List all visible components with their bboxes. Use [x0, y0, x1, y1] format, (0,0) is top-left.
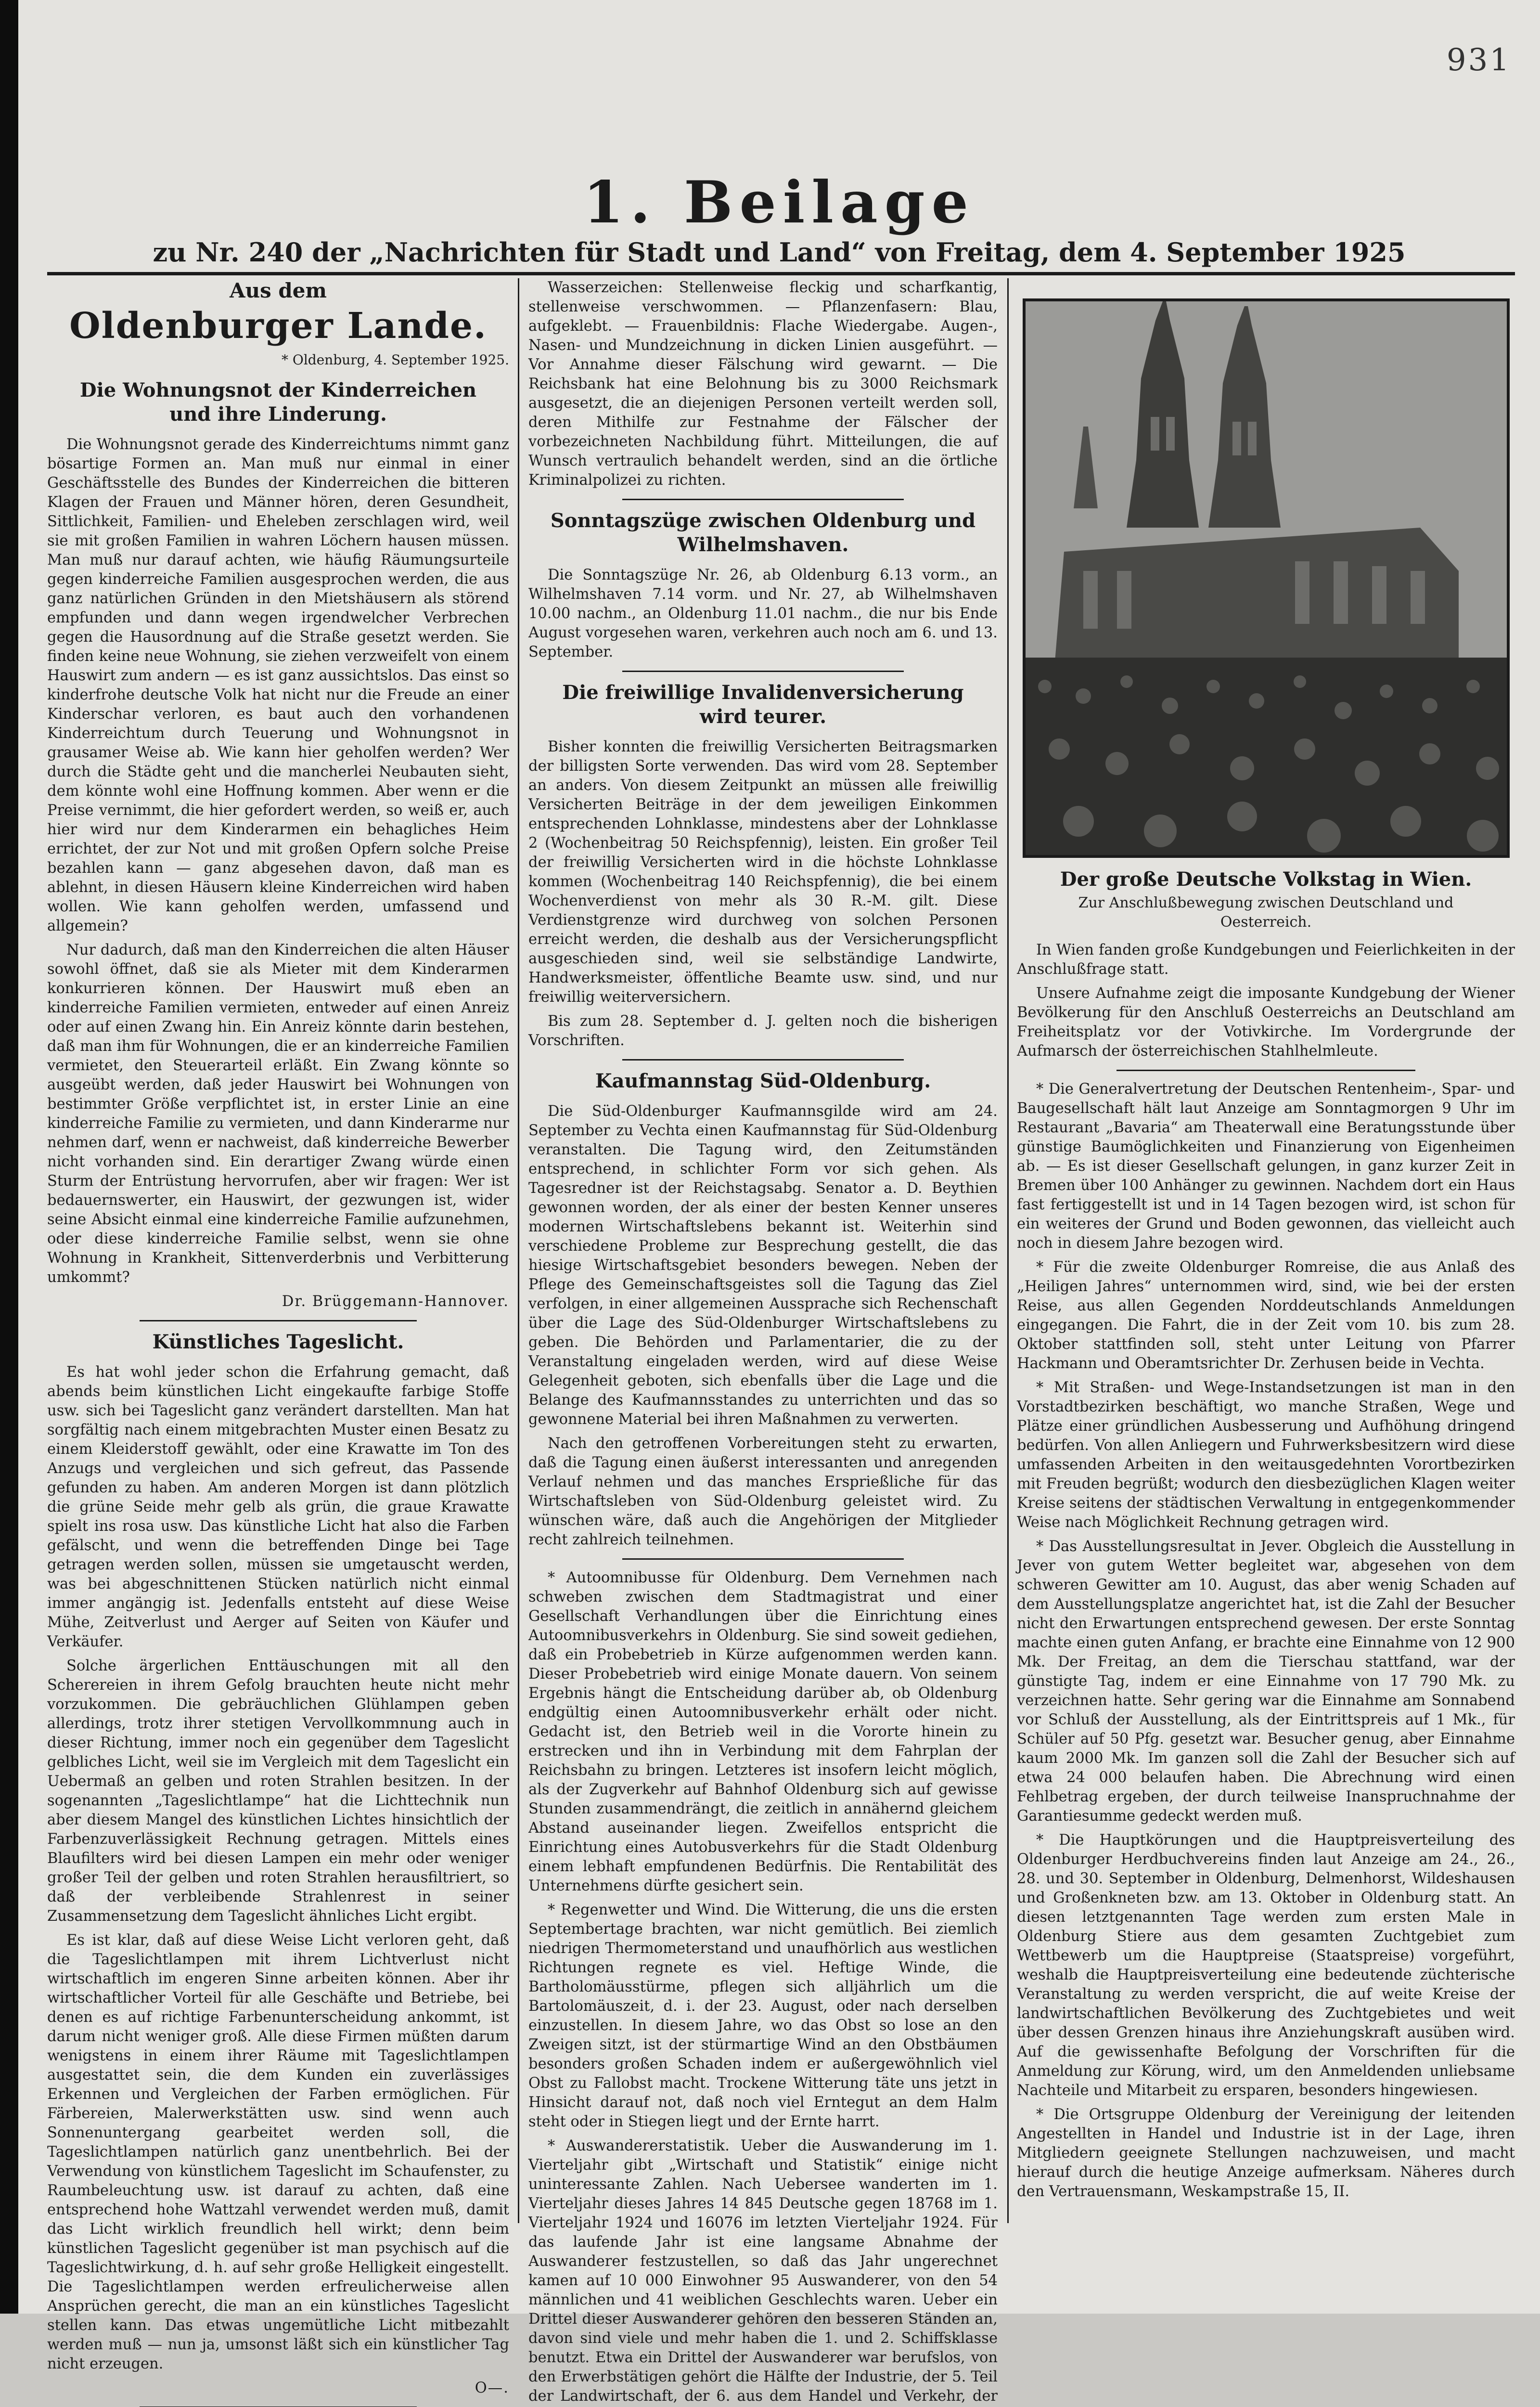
- article-paragraph: Die Süd-Oldenburger Kaufmannsgilde wird am 24. September zu Vechta einen Kaufmannstag für Süd-Oldenburg veranstalten. Die Tagung wird, den Zeitumständen entsprechend, in schlichter Form vor sich gehen. Als Tagesredner ist der Reichstagsabg. Senator a. D. Beythien gewonnen worden, der als einer der besten Kenner unseres modernen Wirtschaftslebens bekannt ist. Weiterhin sind verschiedene Probleme zur Besprechung gestellt, die das hiesige Wirtschaftsgebiet besonders bewegen. Neben der Pflege des Gemeinschaftsgeistes soll die Tagung das Ziel verfolgen, in einer allgemeinen Aussprache sich Rechenschaft über die Lage des Süd-Oldenburger Wirtschaftslebens zu geben. Die Behörden und Parlamentarier, die zu der Veranstaltung eingeladen werden, wird auf diese Weise Gelegenheit geboten, sich ebenfalls über die Lage und die Belange des Kaufmannsstandes zu unterrichten und das so gewonnene Material bei ihren Maßnahmen zu verwerten.: [528, 1103, 998, 1428]
- article-heading-tageslicht: Künstliches Tageslicht.: [152, 1331, 404, 1353]
- article-heading-invaliden: [528, 681, 998, 729]
- notice-ausstellung: * Das Ausstellungsresultat in Jever. Obgleich die Ausstellung in Jever von gutem Wetter begleitet war, abgesehen von dem schweren Gewitter am 10. August, das aber wenig Schaden auf dem Ausstellungsplatze angerichtet hat, ist die Zahl der Besucher nicht den Erwartungen entsprechend gewesen. Der erste Sonntag machte einen guten Anfang, er brachte eine Einnahme von 12 900 Mk. Der Freitag, an dem die Tierschau stattfand, war der günstigte Tag, indem er eine Einnahme von 17 790 Mk. zu verzeichnen hatte. Sehr gering war die Einnahme am Sonnabend vor Schluß der Ausstellung, als der Eintrittspreis auf 1 Mk., für Schüler auf 50 Pfg. gesetzt war. Besucher genug, aber Einnahme kaum 2000 Mk. Im ganzen soll die Zahl der Besucher sich auf etwa 24 000 belaufen haben. Die Abrechnung wird einen Fehlbetrag ergeben, der durch teilweise Inanspruchnahme der Garantiesumme gedeckt werden muß.: [1017, 1538, 1515, 1825]
- heading-line: Sonntagszüge zwischen Oldenburg und: [550, 509, 976, 532]
- divider: [140, 1320, 417, 1321]
- section-kicker: Aus dem: [230, 279, 327, 302]
- column-rule-2: [1007, 278, 1009, 2223]
- article-paragraph: Bisher konnten die freiwillig Versicherten Beitragsmarken der billigsten Sorte verwenden. Das wird vom 28. September an anders. Von diesem Zeitpunkt an müssen alle freiwillig Versicherten Beiträge in der dem jeweiligen Einkommen entsprechenden Lohnklasse, mindestens aber der Lohnklasse 2 (Wochenbeitrag 50 Reichspfennig), leisten. Ein großer Teil der freiwillig Versicherten wird in die höchste Lohnklasse kommen (Wochenbeitrag 140 Reichspfennig), die bei einem Wochenverdienst von mehr als 30 R.-M. gilt. Diese Verdienstgrenze wird durchweg von solchen Personen erreicht werden, die deshalb aus der Versicherungspflicht ausgeschieden sind, weil sie selbständige Landwirte, Handwerksmeister, öffentliche Beamte usw. sind, und nur freiwillig weiterversichern.: [528, 738, 998, 1006]
- divider: [622, 1558, 904, 1560]
- article-paragraph: In Wien fanden große Kundgebungen und Feierlichkeiten in der Anschlußfrage statt.: [1017, 942, 1515, 978]
- notice-strassen: * Mit Straßen- und Wege-Instandsetzungen ist man in den Vorstadtbezirken beschäftigt, wo manche Straßen, Wege und Plätze einer gründlichen Ausbesserung und Aufhöhung dringend bedürfen. Von allen Anliegern und Fuhrwerksbesitzern wird diese umfassenden Arbeiten in den weitausgedehnten Vorortbezirken mit Freuden begrüßt; wodurch den diesbezüglichen Klagen weiter Kreise seitens der städtischen Verwaltung in entgegenkommender Weise nach Möglichkeit Rechnung getragen wird.: [1017, 1379, 1515, 1531]
- divider: [622, 671, 904, 672]
- divider: [622, 499, 904, 500]
- article-heading-wohnungsnot: [47, 378, 509, 427]
- volkstag-photo: [1023, 298, 1510, 858]
- article-heading-kaufmannstag: Kaufmannstag Süd-Oldenburg.: [595, 1070, 931, 1092]
- heading-line: Die Wohnungsnot der Kinderreichen: [79, 379, 477, 401]
- article-paragraph: Nach den getroffenen Vorbereitungen steht zu erwarten, daß die Tagung einen äußerst interessanten und anregenden Verlauf nehmen und das manches Ersprießliche für das Wirtschaftsleben von Süd-Oldenburg geleistet wird. Zu wünschen wäre, daß auch die Angehörigen der Mitglieder recht zahlreich teilnehmen.: [528, 1435, 998, 1548]
- article-heading-sonntagszuege: [528, 509, 998, 557]
- notice-generalvertretung: * Die Generalvertretung der Deutschen Rentenheim-, Spar- und Baugesellschaft hält laut Anzeige am Sonntagmorgen 9 Uhr im Restaurant „Bavaria“ am Theaterwall eine Beratungsstunde über günstige Baumöglichkeiten und Finanzierung von Eigenheimen ab. — Es ist dieser Gesellschaft gelungen, in ganz kurzer Zeit in Bremen über 100 Anhänger zu gewinnen. Nachdem dort ein Haus fast fertiggestellt ist und in 14 Tagen bezogen wird, ist schon für ein weiteres der Grund und Boden gewonnen, das vielleicht auch noch in diesem Jahre bezogen wird.: [1017, 1081, 1515, 1252]
- page-subtitle: zu Nr. 240 der „Nachrichten für Stadt und Land“ von Freitag, dem 4. September 1925: [153, 237, 1406, 268]
- column-left: [47, 278, 509, 2407]
- subcaption-line: Oesterreich.: [1220, 914, 1312, 931]
- article-paragraph: Bis zum 28. September d. J. gelten noch die bisherigen Vorschriften.: [528, 1013, 998, 1049]
- article-paragraph: Die Wohnungsnot gerade des Kinderreichtums nimmt ganz bösartige Formen an. Man muß nur einmal in einer Geschäftsstelle des Bundes der Kinderreichen die bitteren Klagen der Frauen und Männer hören, deren Gesundheit, Sittlichkeit, Familien- und Eheleben zerschlagen wird, weil sie mit großen Familien in wahren Löchern hausen müssen. Man muß nur darauf achten, wie häufig Räumungsurteile gegen kinderreiche Familien ausgesprochen werden, die aus ganz natürlichen Gründen in den Mietshäusern als störend empfunden und dann wegen irgendwelcher Verbrechen gegen die Hausordnung auf die Straße gesetzt werden. Sie finden keine neue Wohnung, sie ziehen verzweifelt von einem Hauswirt zum andern — es ist ganz aussichtslos. Das einst so kinderfrohe deutsche Volk hat nicht nur die Freude an einer Kinderschar verloren, es baut auch den vorhandenen Kinderreichtum durch Teuerung und Wohnungsnot in grausamer Weise ab. Wie kann hier geholfen werden? Wer durch die Städte geht und die mancherlei Neubauten sieht, dem könnte wohl eine Hoffnung kommen. Aber wenn er die Preise vernimmt, die hier gefordert werden, so weiß er, auch hier wird nur dem Kinderarmen ein behagliches Heim errichtet, der zur Not und mit großen Opfern solche Preise bezahlen kann — ganz abgesehen davon, daß man es ablehnt, in diesen Häusern kleine Kinderreichen wird haben wollen. Wie kann geholfen werden, umfassend und allgemein?: [47, 436, 509, 934]
- article-paragraph: Es hat wohl jeder schon die Erfahrung gemacht, daß abends beim künstlichen Licht eingekaufte farbige Stoffe usw. sich bei Tageslicht ganz verändert darstellten. Man hat sorgfältig nach einem mitgebrachten Muster einen Besatz zu einem Kleiderstoff gewählt, oder eine Krawatte im Ton des Anzugs und vergleichen und sich gefreut, das Passende gefunden zu haben. Am anderen Morgen ist dann plötzlich die grüne Seide mehr gelb als grün, die graue Krawatte spielt ins rosa usw. Das künstliche Licht hat also die Farben gefälscht, und wenn die betreffenden Dinge bei Tage getragen werden sollen, müssen sie umgetauscht werden, was bei abgeschnittenen Stücken natürlich nicht einmal immer angängig ist. Jedenfalls entsteht auf diese Weise Mühe, Zeitverlust und Aerger auf Seiten von Käufer und Verkäufer.: [47, 1364, 509, 1650]
- heading-line: Wilhelmshaven.: [677, 533, 849, 556]
- column-rule-1: [518, 278, 519, 2223]
- notice-hauptkoerungen: * Die Hauptkörungen und die Hauptpreisverteilung des Oldenburger Herdbuchvereins finden laut Anzeige am 24., 26., 28. und 30. September in Oldenburg, Delmenhorst, Wildeshausen und Großenkneten bzw. am 13. Oktober in Oldenburg statt. An diesen letztgenannten Tage werden zum ersten Male in Oldenburg Stiere aus dem gesamten Zuchtgebiet zum Wettbewerb um die Hauptpreise (Staatspreise) vorgeführt, weshalb die Hauptpreisverteilung eine bedeutende züchterische Veranstaltung zu werden verspricht, die auf weite Kreise der landwirtschaftlichen Bevölkerung des Zuchtgebietes und weit über dessen Grenzen hinaus ihre Anziehungskraft ausüben wird. Auf die gewissenhafte Befolgung der Vorschriften für die Anmeldung zur Körung, wird, um den Anmeldenden unliebsame Nachteile und Mitarbeit zu ersparen, besonders hingewiesen.: [1017, 1832, 1515, 2099]
- column-middle: [528, 278, 998, 2407]
- article-paragraph: Nur dadurch, daß man den Kinderreichen die alten Häuser sowohl öffnet, daß sie als Mieter mit dem Kinderarmen konkurrieren können. Der Hauswirt muß eben an kinderreiche Familien vermieten, entweder auf einen Anreiz oder auf einen Zwang hin. Ein Anreiz könnte darin bestehen, daß man ihm für Wohnungen, die er an kinderreiche Familien vermietet, den Steuerarteil erläßt. Ein Zwang könnte so ausgeübt werden, daß jeder Hauswirt bei Wohnungen von bestimmter Größe verpflichtet ist, in erster Linie an eine kinderreiche Familie zu vermieten, und dann Kinderarme nur nehmen darf, wenn er nachweist, daß kinderreiche Bewerber nicht vorhanden sind. Ein derartiger Zwang würde einen Sturm der Entrüstung hervorrufen, aber wir fragen: Wer ist bedauernswerter, ein Hauswirt, der gezwungen ist, wider seine Absicht einmal eine kinderreiche Familie aufzunehmen, oder diese kinderreiche Familie selbst, wenn sie ohne Wohnung in Krankheit, Sittenverderbnis und Verbitterung umkommt?: [47, 942, 509, 1286]
- subcaption-line: Zur Anschlußbewegung zwischen Deutschland und: [1078, 894, 1454, 911]
- divider: [622, 1059, 904, 1061]
- notice-autoomnibusse: * Autoomnibusse für Oldenburg. Dem Vernehmen nach schweben zwischen dem Stadtmagistrat und einer Gesellschaft Verhandlungen über die Einrichtung eines Autoomnibusverkehrs in Oldenburg. Sie sind soweit gediehen, daß ein Probebetrieb in Kürze aufgenommen werden kann. Dieser Probebetrieb wird einige Monate dauern. Von seinem Ergebnis hängt die Entscheidung darüber ab, ob Oldenburg endgültig einen Autoomnibusverkehr erhält oder nicht. Gedacht ist, den Betrieb weil in die Vororte hinein zu erstrecken und ihn in Verbindung mit dem Fahrplan der Reichsbahn zu bringen. Letzteres ist insofern leicht möglich, als der Zugverkehr auf Bahnhof Oldenburg sich auf gewisse Stunden zusammendrängt, die zeitlich in annähernd gleichem Abstand auseinander liegen. Zweifellos entspricht die Einrichtung eines Autobusverkehrs für die Stadt Oldenburg einem lebhaft empfundenen Bedürfnis. Die Rentabilität des Unternehmens dürfte gesichert sein.: [528, 1569, 998, 1894]
- article-author: O—.: [475, 2380, 509, 2396]
- page-number: 931: [1446, 42, 1511, 78]
- article-paragraph: Unsere Aufnahme zeigt die imposante Kundgebung der Wiener Bevölkerung für den Anschluß Oesterreichs an Deutschland am Freiheitsplatz vor der Votivkirche. Im Vordergrunde der Aufmarsch der österreichischen Stahlhelmleute.: [1017, 985, 1515, 1060]
- dateline: * Oldenburg, 4. September 1925.: [281, 352, 509, 368]
- scan-edge: [0, 0, 18, 2314]
- votivkirche-crowd-image: [1026, 301, 1507, 855]
- newspaper-page: [18, 0, 1540, 2405]
- notice-auswandererstatistik: * Auswandererstatistik. Ueber die Auswanderung im 1. Vierteljahr gibt „Wirtschaft und Statistik“ einige nicht uninteressante Zahlen. Nach Uebersee wanderten im 1. Vierteljahr dieses Jahres 14 845 Deutsche gegen 18768 im 1. Vierteljahr 1924 und 16076 im letzten Vierteljahr 1924. Für das laufende Jahr ist eine langsame Abnahme der Auswanderer festzustellen, so daß das Jahr ungerechnet kamen auf 10 000 Einwohner 95 Auswanderer, von den 54 männlichen und 41 weiblichen Geschlechts waren. Ueber ein Drittel dieser Auswanderer gehören den besseren Ständen an, davon sind viele und mehr haben die 1. und 2. Schiffsklasse benutzt. Etwa ein Drittel der Auswanderer war berufslos, von den Erwerbstätigen gehört die Hälfte der Industrie, der 5. Teil der Landwirtschaft, der 6. aus dem Handel und Verkehr, der: [528, 2137, 998, 2405]
- notice-regenwetter: * Regenwetter und Wind. Die Witterung, die uns die ersten Septembertage brachten, war nicht gemütlich. Bei ziemlich niedrigen Thermometerstand und unaufhörlich aus westlichen Richtungen regnete es viel. Heftige Winde, die Bartholomäusstürme, pflegen sich alljährlich um die Bartolomäuszeit, d. i. der 23. August, oder nach derselben einzustellen. In diesem Jahre, wo das Obst so lose an den Zweigen sitzt, ist der stürmartige Wind an den Obstbäumen besonders großen Schaden indem er außergewöhnlich viel Obst zu Fallobst macht. Trockene Witterung täte uns jetzt in Hinsicht darauf not, daß noch viel Erntegut an dem Halm steht oder in Stiegen liegt und der Ernte harrt.: [528, 1902, 998, 2130]
- notice-romreise: * Für die zweite Oldenburger Romreise, die aus Anlaß des „Heiligen Jahres“ unternommen wird, sind, wie bei der ersten Reise, aus allen Gegenden Norddeutschlands Anmeldungen eingegangen. Die Fahrt, die in der Zeit vom 10. bis zum 28. Oktober stattfinden soll, steht unter Leitung von Pfarrer Hackmann und Oberamtsrichter Dr. Zerhusen beide in Vechta.: [1017, 1259, 1515, 1372]
- page-title: 1. Beilage: [583, 168, 975, 236]
- heading-line: und ihre Linderung.: [169, 403, 387, 426]
- heading-line: Die freiwillige Invalidenversicherung: [562, 681, 964, 704]
- article-paragraph: Wasserzeichen: Stellenweise fleckig und scharfkantig, stellenweise verschwommen. — Pflanzenfasern: Blau, aufgeklebt. — Frauenbildnis: Flache Wiedergabe. Augen-, Nasen- und Mundzeichnung in dicken Linien ausgeführt. — Vor Annahme dieser Fälschung wird gewarnt. — Die Reichsbank hat eine Belohnung bis zu 3000 Reichsmark ausgesetzt, die an diejenigen Personen verteilt werden soll, deren Mithilfe zur Festnahme der Fälscher der vorbezeichneten Nachbildung führt. Mitteilungen, die auf Wunsch vertraulich behandelt werden, sind an die örtliche Kriminalpolizei zu richten.: [528, 279, 998, 489]
- article-author: Dr. Brüggemann-Hannover.: [282, 1293, 509, 1310]
- article-paragraph: Die Sonntagszüge Nr. 26, ab Oldenburg 6.13 vorm., an Wilhelmshaven 7.14 vorm. und Nr. 27, ab Wilhelmshaven 10.00 nachm., an Oldenburg 11.01 nachm., die nur bis Ende August vorgesehen waren, verkehren auch noch am 6. und 13. September.: [528, 567, 998, 660]
- article-paragraph: Solche ärgerlichen Enttäuschungen mit all den Scherereien in ihrem Gefolg brauchten heute nicht mehr vorzukommen. Die gebräuchlichen Glühlampen geben allerdings, trotz ihrer stetigen Vervollkommnung auch in dieser Richtung, immer noch ein gegenüber dem Tageslicht gelbliches Licht, weil sie im Vergleich mit dem Tageslicht ein Uebermaß an gelben und roten Strahlen besitzen. In der sogenannten „Tageslichtlampe“ hat die Lichttechnik nun aber diesem Mangel des künstlichen Lichtes hinsichtlich der Farbenzuverlässigkeit Rechnung getragen. Mittels eines Blaufilters wird bei diesen Lampen ein mehr oder weniger großer Teil der gelben und roten Strahlen herausfiltriert, so daß der verbleibende Strahlenrest in seiner Zusammensetzung dem Tageslicht ähnliches Licht ergibt.: [47, 1657, 509, 1925]
- section-title: Oldenburger Lande.: [69, 305, 487, 347]
- divider: [1116, 1070, 1415, 1071]
- photo-caption: Der große Deutsche Volkstag in Wien.: [1060, 868, 1472, 891]
- masthead-rule: [47, 272, 1515, 275]
- photo-subcaption: [1017, 893, 1515, 932]
- column-right: [1017, 278, 1515, 2206]
- heading-line: wird teurer.: [699, 705, 827, 728]
- notice-ortsgruppe: * Die Ortsgruppe Oldenburg der Vereinigung der leitenden Angestellten in Handel und Industrie ist in der Lage, ihren Mitgliedern geeignete Stellungen nachzuweisen, und macht hierauf durch die heutige Anzeige aufmerksam. Näheres durch den Vertrauensmann, Weskampstraße 15, II.: [1017, 2106, 1515, 2200]
- article-paragraph: Es ist klar, daß auf diese Weise Licht verloren geht, daß die Tageslichtlampen mit ihrem Lichtverlust nicht wirtschaftlich im engeren Sinne arbeiten können. Aber ihr wirtschaftlicher Vorteil für alle Geschäfte und Betriebe, bei denen es auf richtige Farbenunterscheidung ankommt, ist darum nicht weniger groß. Alle diese Firmen müßten darum wenigstens in einem ihrer Räume mit Tageslichtlampen ausgestattet sein, die dem Kunden ein zuverlässiges Erkennen und Vergleichen der Farben ermöglichen. Für Färbereien, Malerwerkstätten usw. sind wenn auch Sonnenuntergang gearbeitet werden soll, die Tageslichtlampen natürlich ganz unentbehrlich. Bei der Verwendung von künstlichem Tageslicht im Schaufenster, zu Raumbeleuchtung usw. ist darauf zu achten, daß eine entsprechend hohe Wattzahl verwendet werden muß, damit das Licht wirklich freundlich hell wirkt; denn beim künstlichen Tageslicht gegenüber ist man psychisch auf die Tageslichtwirkung, d. h. auf sehr große Helligkeit eingestellt. Die Tageslichtlampen werden erfreulicherweise allen Ansprüchen gerecht, die man an ein künstliches Tageslicht stellen kann. Das etwas ungemütliche Licht mitbezahlt werden muß — nun ja, umsonst läßt sich ein künstlicher Tag nicht erzeugen.: [47, 1932, 509, 2372]
